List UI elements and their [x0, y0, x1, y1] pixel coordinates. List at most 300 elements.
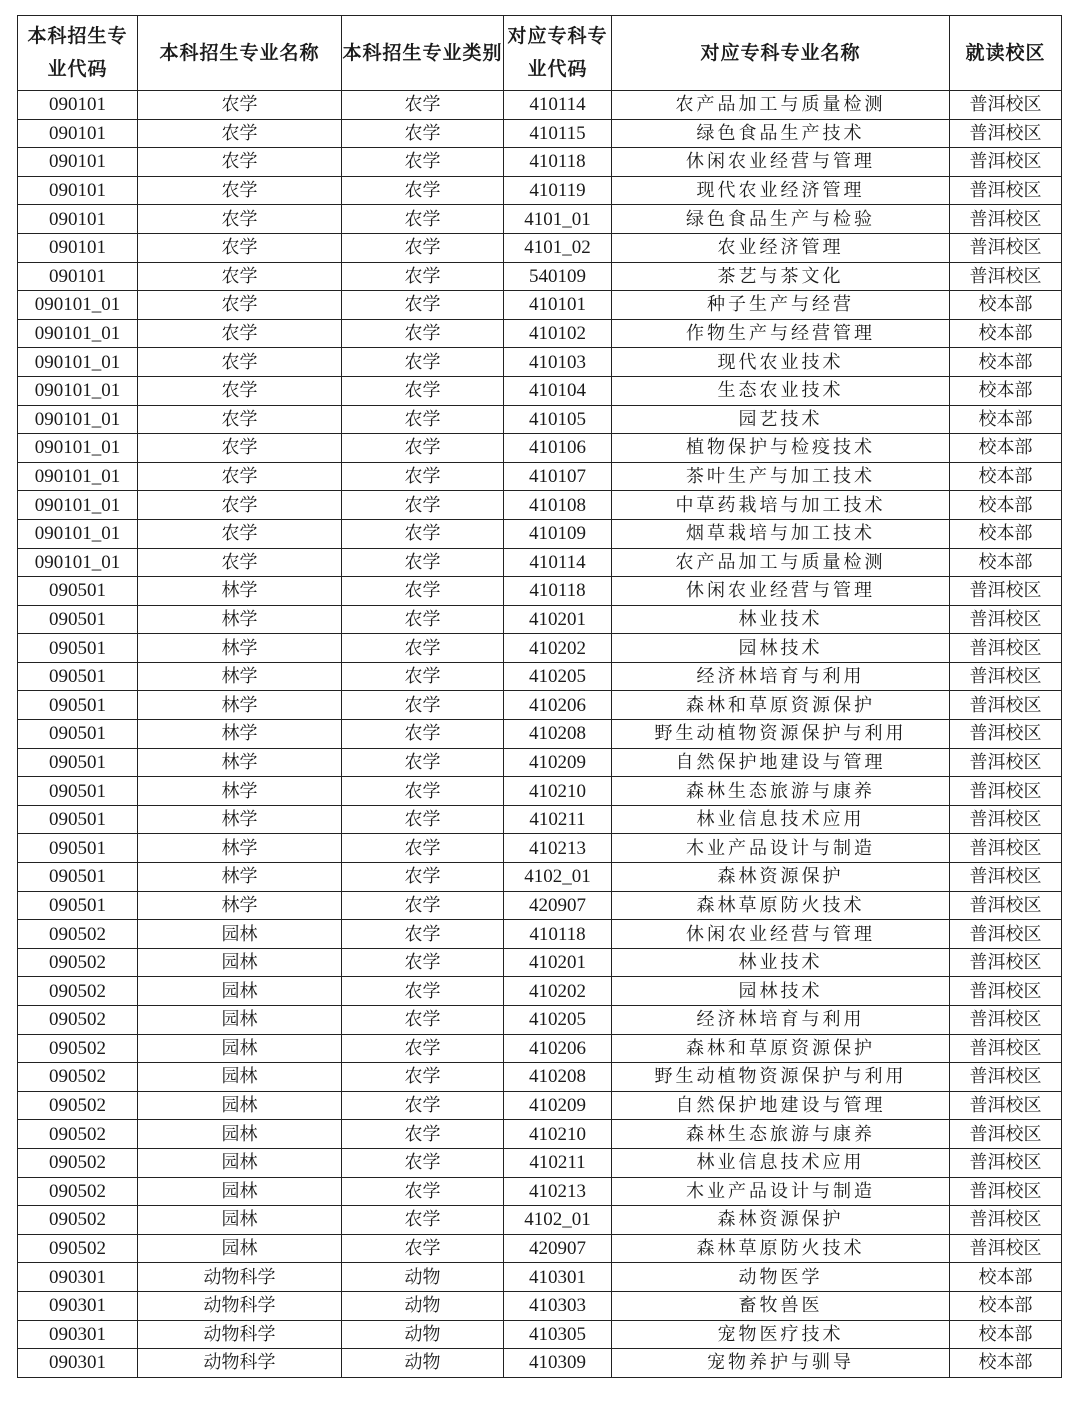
- cell-campus: 普洱校区: [950, 748, 1062, 777]
- cell-undergrad-name: 农学: [138, 91, 342, 120]
- table-row: [18, 1349, 1062, 1378]
- header-campus: 就读校区: [950, 16, 1062, 91]
- table-row: [18, 577, 1062, 606]
- cell-undergrad-name: 园林: [138, 1120, 342, 1149]
- cell-undergrad-name: 农学: [138, 291, 342, 320]
- cell-campus: 校本部: [950, 491, 1062, 520]
- table-row: [18, 1206, 1062, 1235]
- cell-undergrad-category: 动物: [342, 1320, 504, 1349]
- table-row: [18, 1006, 1062, 1035]
- cell-campus: 普洱校区: [950, 805, 1062, 834]
- table-row: [18, 948, 1062, 977]
- cell-college-name: 休闲农业经营与管理: [612, 577, 950, 606]
- cell-college-code: 410105: [504, 405, 612, 434]
- cell-campus: 普洱校区: [950, 720, 1062, 749]
- cell-campus: 校本部: [950, 291, 1062, 320]
- cell-college-name: 经济林培育与利用: [612, 1006, 950, 1035]
- cell-college-code: 410108: [504, 491, 612, 520]
- cell-undergrad-category: 农学: [342, 205, 504, 234]
- cell-college-code: 410202: [504, 634, 612, 663]
- cell-campus: 普洱校区: [950, 119, 1062, 148]
- cell-campus: 普洱校区: [950, 148, 1062, 177]
- cell-college-name: 植物保护与检疫技术: [612, 434, 950, 463]
- table-row: [18, 662, 1062, 691]
- header-undergrad-code: 本科招生专业代码: [18, 16, 138, 91]
- table-row: [18, 319, 1062, 348]
- table-row: [18, 348, 1062, 377]
- cell-undergrad-code: 090502: [18, 1006, 138, 1035]
- cell-college-code: 420907: [504, 1234, 612, 1263]
- cell-undergrad-code: 090101_01: [18, 519, 138, 548]
- table-row: [18, 291, 1062, 320]
- cell-undergrad-code: 090101_01: [18, 548, 138, 577]
- table-row: [18, 205, 1062, 234]
- cell-undergrad-category: 农学: [342, 634, 504, 663]
- cell-undergrad-name: 林学: [138, 834, 342, 863]
- cell-undergrad-name: 农学: [138, 348, 342, 377]
- cell-college-code: 410118: [504, 577, 612, 606]
- cell-undergrad-name: 动物科学: [138, 1263, 342, 1292]
- cell-college-name: 休闲农业经营与管理: [612, 148, 950, 177]
- cell-campus: 普洱校区: [950, 948, 1062, 977]
- cell-undergrad-name: 农学: [138, 548, 342, 577]
- cell-college-code: 410210: [504, 777, 612, 806]
- cell-college-code: 410208: [504, 1063, 612, 1092]
- cell-undergrad-category: 农学: [342, 577, 504, 606]
- cell-undergrad-category: 农学: [342, 148, 504, 177]
- cell-undergrad-category: 动物: [342, 1291, 504, 1320]
- cell-campus: 校本部: [950, 376, 1062, 405]
- cell-college-name: 森林草原防火技术: [612, 1234, 950, 1263]
- cell-undergrad-category: 农学: [342, 805, 504, 834]
- cell-undergrad-name: 园林: [138, 920, 342, 949]
- cell-college-code: 410209: [504, 1091, 612, 1120]
- table-row: [18, 176, 1062, 205]
- cell-college-code: 410213: [504, 1177, 612, 1206]
- table-row: [18, 605, 1062, 634]
- cell-college-name: 休闲农业经营与管理: [612, 920, 950, 949]
- cell-college-name: 森林资源保护: [612, 863, 950, 892]
- cell-undergrad-category: 农学: [342, 1148, 504, 1177]
- cell-campus: 普洱校区: [950, 1148, 1062, 1177]
- cell-campus: 普洱校区: [950, 205, 1062, 234]
- cell-undergrad-name: 林学: [138, 634, 342, 663]
- cell-undergrad-category: 农学: [342, 434, 504, 463]
- cell-undergrad-name: 林学: [138, 748, 342, 777]
- table-row: [18, 233, 1062, 262]
- table-row: [18, 519, 1062, 548]
- table-row: [18, 1091, 1062, 1120]
- header-college-code: 对应专科专业代码: [504, 16, 612, 91]
- cell-college-code: 410205: [504, 662, 612, 691]
- cell-undergrad-name: 园林: [138, 1006, 342, 1035]
- cell-college-code: 410309: [504, 1349, 612, 1378]
- cell-undergrad-category: 农学: [342, 262, 504, 291]
- cell-undergrad-name: 动物科学: [138, 1320, 342, 1349]
- cell-campus: 普洱校区: [950, 1177, 1062, 1206]
- cell-college-code: 4102_01: [504, 1206, 612, 1235]
- cell-undergrad-code: 090501: [18, 805, 138, 834]
- cell-campus: 普洱校区: [950, 1120, 1062, 1149]
- cell-undergrad-category: 农学: [342, 119, 504, 148]
- cell-college-name: 森林和草原资源保护: [612, 691, 950, 720]
- cell-undergrad-name: 农学: [138, 233, 342, 262]
- cell-college-code: 410104: [504, 376, 612, 405]
- table-row: [18, 1320, 1062, 1349]
- cell-undergrad-category: 农学: [342, 1063, 504, 1092]
- cell-undergrad-name: 园林: [138, 1063, 342, 1092]
- cell-campus: 校本部: [950, 1320, 1062, 1349]
- cell-undergrad-code: 090501: [18, 777, 138, 806]
- cell-college-code: 410114: [504, 548, 612, 577]
- cell-college-code: 410102: [504, 319, 612, 348]
- cell-college-code: 410115: [504, 119, 612, 148]
- cell-campus: 校本部: [950, 462, 1062, 491]
- table-row: [18, 634, 1062, 663]
- cell-undergrad-category: 农学: [342, 948, 504, 977]
- cell-undergrad-code: 090301: [18, 1263, 138, 1292]
- cell-undergrad-code: 090101: [18, 91, 138, 120]
- cell-campus: 校本部: [950, 348, 1062, 377]
- cell-undergrad-category: 动物: [342, 1349, 504, 1378]
- cell-undergrad-category: 农学: [342, 491, 504, 520]
- cell-college-code: 410114: [504, 91, 612, 120]
- table-row: [18, 91, 1062, 120]
- cell-undergrad-category: 农学: [342, 319, 504, 348]
- cell-undergrad-code: 090101_01: [18, 291, 138, 320]
- cell-undergrad-category: 农学: [342, 1034, 504, 1063]
- cell-undergrad-code: 090101_01: [18, 319, 138, 348]
- cell-undergrad-category: 农学: [342, 834, 504, 863]
- cell-undergrad-name: 林学: [138, 605, 342, 634]
- cell-college-name: 林业信息技术应用: [612, 1148, 950, 1177]
- cell-undergrad-name: 林学: [138, 805, 342, 834]
- cell-college-name: 茶艺与茶文化: [612, 262, 950, 291]
- cell-undergrad-category: 农学: [342, 376, 504, 405]
- major-mapping-sheet: [17, 15, 1062, 1378]
- cell-undergrad-code: 090501: [18, 691, 138, 720]
- cell-college-code: 410201: [504, 605, 612, 634]
- cell-campus: 校本部: [950, 1349, 1062, 1378]
- cell-undergrad-name: 园林: [138, 1177, 342, 1206]
- cell-undergrad-category: 农学: [342, 605, 504, 634]
- cell-undergrad-code: 090502: [18, 1063, 138, 1092]
- cell-college-code: 4101_02: [504, 233, 612, 262]
- cell-undergrad-code: 090501: [18, 834, 138, 863]
- cell-college-name: 林业信息技术应用: [612, 805, 950, 834]
- cell-undergrad-name: 园林: [138, 1091, 342, 1120]
- table-header: [18, 16, 1062, 91]
- cell-undergrad-code: 090101: [18, 262, 138, 291]
- cell-college-code: 410118: [504, 148, 612, 177]
- cell-undergrad-code: 090301: [18, 1320, 138, 1349]
- cell-college-name: 中草药栽培与加工技术: [612, 491, 950, 520]
- cell-campus: 校本部: [950, 548, 1062, 577]
- cell-undergrad-name: 农学: [138, 176, 342, 205]
- cell-undergrad-name: 园林: [138, 1206, 342, 1235]
- cell-college-code: 410208: [504, 720, 612, 749]
- cell-campus: 校本部: [950, 319, 1062, 348]
- cell-college-code: 410119: [504, 176, 612, 205]
- cell-undergrad-name: 农学: [138, 376, 342, 405]
- cell-undergrad-name: 动物科学: [138, 1291, 342, 1320]
- cell-undergrad-name: 林学: [138, 577, 342, 606]
- cell-college-code: 410103: [504, 348, 612, 377]
- cell-undergrad-category: 农学: [342, 1091, 504, 1120]
- cell-undergrad-category: 农学: [342, 405, 504, 434]
- cell-undergrad-category: 农学: [342, 1234, 504, 1263]
- cell-undergrad-name: 林学: [138, 720, 342, 749]
- cell-campus: 校本部: [950, 434, 1062, 463]
- cell-undergrad-category: 农学: [342, 462, 504, 491]
- cell-college-name: 森林和草原资源保护: [612, 1034, 950, 1063]
- cell-undergrad-name: 农学: [138, 405, 342, 434]
- cell-college-name: 自然保护地建设与管理: [612, 748, 950, 777]
- cell-campus: 普洱校区: [950, 863, 1062, 892]
- cell-undergrad-code: 090501: [18, 891, 138, 920]
- cell-college-name: 野生动植物资源保护与利用: [612, 720, 950, 749]
- table-row: [18, 805, 1062, 834]
- cell-campus: 普洱校区: [950, 634, 1062, 663]
- cell-undergrad-category: 农学: [342, 548, 504, 577]
- cell-college-name: 农产品加工与质量检测: [612, 91, 950, 120]
- cell-undergrad-name: 园林: [138, 948, 342, 977]
- cell-undergrad-code: 090101_01: [18, 376, 138, 405]
- cell-undergrad-code: 090501: [18, 748, 138, 777]
- cell-campus: 校本部: [950, 405, 1062, 434]
- cell-college-code: 410211: [504, 1148, 612, 1177]
- table-row: [18, 376, 1062, 405]
- cell-undergrad-code: 090101_01: [18, 405, 138, 434]
- cell-undergrad-code: 090101: [18, 148, 138, 177]
- cell-undergrad-code: 090502: [18, 1091, 138, 1120]
- cell-college-name: 园艺技术: [612, 405, 950, 434]
- cell-campus: 校本部: [950, 1291, 1062, 1320]
- cell-undergrad-category: 农学: [342, 91, 504, 120]
- cell-college-name: 园林技术: [612, 977, 950, 1006]
- table-row: [18, 119, 1062, 148]
- cell-campus: 普洱校区: [950, 1206, 1062, 1235]
- cell-college-code: 410107: [504, 462, 612, 491]
- cell-undergrad-code: 090502: [18, 977, 138, 1006]
- cell-college-name: 绿色食品生产技术: [612, 119, 950, 148]
- table-row: [18, 462, 1062, 491]
- cell-college-name: 农业经济管理: [612, 233, 950, 262]
- cell-college-code: 410209: [504, 748, 612, 777]
- table-row: [18, 1034, 1062, 1063]
- cell-campus: 普洱校区: [950, 777, 1062, 806]
- cell-college-name: 经济林培育与利用: [612, 662, 950, 691]
- cell-undergrad-code: 090101_01: [18, 348, 138, 377]
- cell-undergrad-code: 090101: [18, 176, 138, 205]
- cell-undergrad-name: 动物科学: [138, 1349, 342, 1378]
- cell-undergrad-category: 农学: [342, 519, 504, 548]
- cell-college-code: 410106: [504, 434, 612, 463]
- cell-college-name: 烟草栽培与加工技术: [612, 519, 950, 548]
- cell-undergrad-code: 090501: [18, 605, 138, 634]
- cell-undergrad-category: 农学: [342, 1206, 504, 1235]
- cell-college-code: 410118: [504, 920, 612, 949]
- cell-undergrad-code: 090101_01: [18, 462, 138, 491]
- cell-campus: 普洱校区: [950, 977, 1062, 1006]
- cell-undergrad-name: 园林: [138, 1234, 342, 1263]
- table-row: [18, 1177, 1062, 1206]
- cell-undergrad-category: 动物: [342, 1263, 504, 1292]
- table-row: [18, 262, 1062, 291]
- cell-undergrad-category: 农学: [342, 691, 504, 720]
- cell-college-name: 野生动植物资源保护与利用: [612, 1063, 950, 1092]
- cell-college-code: 410101: [504, 291, 612, 320]
- cell-undergrad-category: 农学: [342, 891, 504, 920]
- cell-campus: 普洱校区: [950, 1091, 1062, 1120]
- cell-undergrad-code: 090101: [18, 233, 138, 262]
- cell-undergrad-name: 农学: [138, 519, 342, 548]
- cell-college-name: 生态农业技术: [612, 376, 950, 405]
- cell-college-code: 410202: [504, 977, 612, 1006]
- cell-college-name: 现代农业经济管理: [612, 176, 950, 205]
- cell-undergrad-category: 农学: [342, 977, 504, 1006]
- cell-campus: 普洱校区: [950, 577, 1062, 606]
- cell-college-code: 4101_01: [504, 205, 612, 234]
- header-row: [18, 16, 1062, 91]
- table-row: [18, 1234, 1062, 1263]
- cell-college-code: 4102_01: [504, 863, 612, 892]
- cell-undergrad-category: 农学: [342, 1177, 504, 1206]
- cell-college-code: 410305: [504, 1320, 612, 1349]
- cell-college-code: 420907: [504, 891, 612, 920]
- table-row: [18, 548, 1062, 577]
- cell-campus: 普洱校区: [950, 605, 1062, 634]
- cell-college-name: 林业技术: [612, 948, 950, 977]
- table-row: [18, 777, 1062, 806]
- cell-campus: 普洱校区: [950, 91, 1062, 120]
- cell-undergrad-code: 090101_01: [18, 434, 138, 463]
- cell-campus: 普洱校区: [950, 834, 1062, 863]
- header-undergrad-name: 本科招生专业名称: [138, 16, 342, 91]
- cell-campus: 普洱校区: [950, 891, 1062, 920]
- cell-undergrad-code: 090502: [18, 948, 138, 977]
- cell-college-name: 绿色食品生产与检验: [612, 205, 950, 234]
- cell-college-name: 宠物养护与驯导: [612, 1349, 950, 1378]
- cell-undergrad-category: 农学: [342, 748, 504, 777]
- cell-undergrad-name: 园林: [138, 1148, 342, 1177]
- cell-undergrad-code: 090502: [18, 1177, 138, 1206]
- cell-campus: 普洱校区: [950, 1006, 1062, 1035]
- table-row: [18, 434, 1062, 463]
- cell-undergrad-code: 090502: [18, 1148, 138, 1177]
- cell-undergrad-name: 农学: [138, 319, 342, 348]
- table-row: [18, 720, 1062, 749]
- cell-college-name: 自然保护地建设与管理: [612, 1091, 950, 1120]
- cell-undergrad-name: 农学: [138, 491, 342, 520]
- cell-undergrad-category: 农学: [342, 1006, 504, 1035]
- cell-college-name: 林业技术: [612, 605, 950, 634]
- table-row: [18, 405, 1062, 434]
- cell-campus: 普洱校区: [950, 262, 1062, 291]
- cell-college-name: 森林生态旅游与康养: [612, 777, 950, 806]
- cell-undergrad-name: 农学: [138, 262, 342, 291]
- cell-undergrad-code: 090301: [18, 1349, 138, 1378]
- cell-campus: 普洱校区: [950, 1234, 1062, 1263]
- cell-undergrad-code: 090502: [18, 1120, 138, 1149]
- header-undergrad-category: 本科招生专业类别: [342, 16, 504, 91]
- cell-undergrad-code: 090501: [18, 662, 138, 691]
- cell-campus: 普洱校区: [950, 1034, 1062, 1063]
- cell-campus: 普洱校区: [950, 662, 1062, 691]
- cell-undergrad-code: 090502: [18, 920, 138, 949]
- cell-undergrad-code: 090501: [18, 720, 138, 749]
- cell-college-code: 410206: [504, 691, 612, 720]
- table-row: [18, 1263, 1062, 1292]
- cell-college-name: 畜牧兽医: [612, 1291, 950, 1320]
- cell-undergrad-name: 林学: [138, 863, 342, 892]
- cell-undergrad-code: 090502: [18, 1034, 138, 1063]
- table-row: [18, 491, 1062, 520]
- cell-college-code: 410301: [504, 1263, 612, 1292]
- cell-undergrad-name: 园林: [138, 1034, 342, 1063]
- cell-college-name: 森林资源保护: [612, 1206, 950, 1235]
- cell-college-code: 410201: [504, 948, 612, 977]
- table-row: [18, 691, 1062, 720]
- cell-campus: 普洱校区: [950, 691, 1062, 720]
- cell-college-name: 园林技术: [612, 634, 950, 663]
- cell-undergrad-code: 090101: [18, 119, 138, 148]
- table-row: [18, 1291, 1062, 1320]
- cell-college-code: 410211: [504, 805, 612, 834]
- cell-campus: 校本部: [950, 519, 1062, 548]
- cell-undergrad-name: 农学: [138, 205, 342, 234]
- major-mapping-table: [17, 15, 1062, 1378]
- cell-undergrad-name: 农学: [138, 119, 342, 148]
- cell-undergrad-name: 农学: [138, 148, 342, 177]
- cell-undergrad-name: 林学: [138, 891, 342, 920]
- cell-undergrad-name: 林学: [138, 777, 342, 806]
- cell-undergrad-category: 农学: [342, 348, 504, 377]
- cell-undergrad-code: 090501: [18, 634, 138, 663]
- cell-college-code: 410303: [504, 1291, 612, 1320]
- cell-college-name: 木业产品设计与制造: [612, 834, 950, 863]
- table-row: [18, 148, 1062, 177]
- cell-college-name: 动物医学: [612, 1263, 950, 1292]
- cell-undergrad-category: 农学: [342, 176, 504, 205]
- table-body: [18, 91, 1062, 1378]
- table-row: [18, 920, 1062, 949]
- cell-undergrad-category: 农学: [342, 291, 504, 320]
- cell-campus: 普洱校区: [950, 233, 1062, 262]
- cell-undergrad-code: 090501: [18, 577, 138, 606]
- cell-undergrad-category: 农学: [342, 920, 504, 949]
- cell-undergrad-name: 林学: [138, 662, 342, 691]
- table-row: [18, 1120, 1062, 1149]
- cell-college-name: 森林生态旅游与康养: [612, 1120, 950, 1149]
- cell-undergrad-category: 农学: [342, 777, 504, 806]
- cell-campus: 普洱校区: [950, 920, 1062, 949]
- cell-undergrad-category: 农学: [342, 863, 504, 892]
- cell-college-code: 410206: [504, 1034, 612, 1063]
- cell-college-code: 410205: [504, 1006, 612, 1035]
- header-college-name: 对应专科专业名称: [612, 16, 950, 91]
- cell-undergrad-category: 农学: [342, 662, 504, 691]
- cell-college-name: 森林草原防火技术: [612, 891, 950, 920]
- table-row: [18, 863, 1062, 892]
- cell-undergrad-code: 090301: [18, 1291, 138, 1320]
- table-row: [18, 977, 1062, 1006]
- cell-undergrad-category: 农学: [342, 720, 504, 749]
- table-row: [18, 1148, 1062, 1177]
- table-row: [18, 1063, 1062, 1092]
- cell-undergrad-code: 090502: [18, 1234, 138, 1263]
- cell-campus: 普洱校区: [950, 1063, 1062, 1092]
